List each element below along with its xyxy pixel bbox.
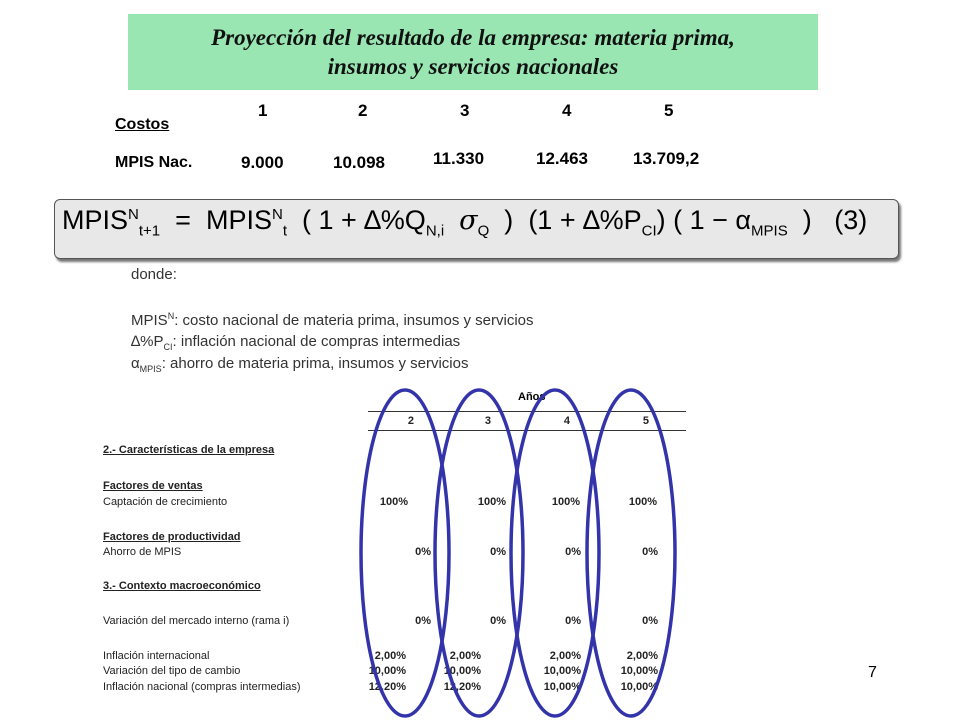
period-1: 1 xyxy=(258,101,268,120)
year-col-2: 2 xyxy=(407,415,414,427)
year-col-5: 5 xyxy=(642,415,649,427)
formula-rhs: MPIS xyxy=(205,205,272,235)
inflacion-int-label: Inflación internacional xyxy=(103,650,210,662)
section-contexto: 3.- Contexto macroeconómico xyxy=(103,580,261,592)
formula-p1-close: ) xyxy=(504,205,514,235)
inflacion-nac-y4: 10,00% xyxy=(543,681,581,693)
formula-rhs-sup: N xyxy=(271,206,283,223)
inflacion-nac-y5: 10,00% xyxy=(620,681,658,693)
def-inflacion-sub: CI xyxy=(163,342,173,352)
formula-lhs-sup: N xyxy=(128,206,139,223)
captacion-y5: 100% xyxy=(628,496,657,508)
variacion-mercado-y3: 0% xyxy=(490,615,506,627)
formula-p1-open: ( 1 + ∆%Q xyxy=(302,205,426,235)
tipo-cambio-y3: 10,00% xyxy=(443,665,481,677)
inflacion-nac-y3: 12,20% xyxy=(443,681,481,693)
factores-ventas-heading: Factores de ventas xyxy=(103,480,203,492)
inflacion-int-y5: 2,00% xyxy=(626,650,658,662)
period-5: 5 xyxy=(664,101,674,120)
formula-lhs: MPIS xyxy=(62,205,129,235)
formula-eqnum: (3) xyxy=(834,205,868,235)
inflacion-nac-y2: 12,20% xyxy=(368,681,406,693)
formula-p2-close: ) xyxy=(656,205,666,235)
def-ahorro-text: : ahorro de materia prima, insumos y servicios xyxy=(161,355,469,372)
def-donde: donde: xyxy=(131,266,177,283)
mpis-value-2: 10.098 xyxy=(333,153,385,172)
inflacion-nac-label: Inflación nacional (compras intermedias) xyxy=(103,681,301,693)
captacion-label: Captación de crecimiento xyxy=(103,496,228,508)
formula-rhs-sub: t xyxy=(282,222,287,240)
variacion-mercado-y2: 0% xyxy=(415,615,431,627)
variacion-mercado-y5: 0% xyxy=(642,615,658,627)
ahorro-label: Ahorro de MPIS xyxy=(103,546,182,558)
period-3: 3 xyxy=(460,101,470,120)
mpis-value-1: 9.000 xyxy=(241,153,284,172)
year-col-3: 3 xyxy=(484,415,491,427)
tipo-cambio-label: Variación del tipo de cambio xyxy=(103,665,241,677)
formula-p3-sub: MPIS xyxy=(751,222,788,240)
tipo-cambio-y2: 10,00% xyxy=(368,665,406,677)
captacion-y2: 100% xyxy=(379,496,408,508)
def-ahorro-sub: MPIS xyxy=(139,364,162,374)
period-2: 2 xyxy=(358,101,368,120)
mpis-label: MPIS Nac. xyxy=(115,154,193,171)
def-mpis-sup: N xyxy=(167,311,175,321)
variacion-mercado-label: Variación del mercado interno (rama i) xyxy=(103,615,290,627)
ahorro-y4: 0% xyxy=(565,546,581,558)
formula-p1-sub: N,i xyxy=(425,222,445,240)
formula-sigma-sub: Q xyxy=(477,222,490,240)
ahorro-y2: 0% xyxy=(415,546,431,558)
def-mpis-text: : costo nacional de materia prima, insumos y servicios xyxy=(174,312,534,329)
costos-label: Costos xyxy=(115,116,170,133)
inflacion-int-y2: 2,00% xyxy=(374,650,406,662)
ahorro-y5: 0% xyxy=(642,546,658,558)
inflacion-int-y3: 2,00% xyxy=(449,650,481,662)
factores-productividad-heading: Factores de productividad xyxy=(103,531,241,543)
tipo-cambio-y4: 10,00% xyxy=(543,665,581,677)
page-number: 7 xyxy=(868,664,877,681)
formula-eq: = xyxy=(175,205,191,235)
section-caracteristicas: 2.- Características de la empresa xyxy=(103,444,275,456)
mpis-value-3: 11.330 xyxy=(433,149,485,168)
def-inflacion-sym: ∆%P xyxy=(131,333,164,350)
ahorro-y3: 0% xyxy=(490,546,506,558)
formula-p2-sub: CI xyxy=(641,222,657,240)
formula-p3-close: ) xyxy=(802,205,812,235)
formula-p2-open: (1 + ∆%P xyxy=(528,205,642,235)
title-line-1: Proyección del resultado de la empresa: materia prima, xyxy=(211,25,735,50)
mpis-value-5: 13.709,2 xyxy=(633,149,700,168)
title-line-2: insumos y servicios nacionales xyxy=(327,54,619,79)
def-ahorro-sym: α xyxy=(131,355,140,372)
def-inflacion-text: : inflación nacional de compras intermedias xyxy=(172,333,461,350)
formula-sigma: σ xyxy=(459,205,478,236)
years-label: Años xyxy=(518,391,546,403)
captacion-y3: 100% xyxy=(477,496,506,508)
variacion-mercado-y4: 0% xyxy=(565,615,581,627)
formula-lhs-sub: t+1 xyxy=(138,222,161,240)
mpis-value-4: 12.463 xyxy=(536,149,588,168)
year-col-4: 4 xyxy=(563,415,570,427)
period-4: 4 xyxy=(562,101,572,120)
def-mpis-sym: MPIS xyxy=(131,312,168,329)
captacion-y4: 100% xyxy=(551,496,580,508)
tipo-cambio-y5: 10,00% xyxy=(620,665,658,677)
inflacion-int-y4: 2,00% xyxy=(549,650,581,662)
formula-p3-open: ( 1 − α xyxy=(673,205,752,235)
